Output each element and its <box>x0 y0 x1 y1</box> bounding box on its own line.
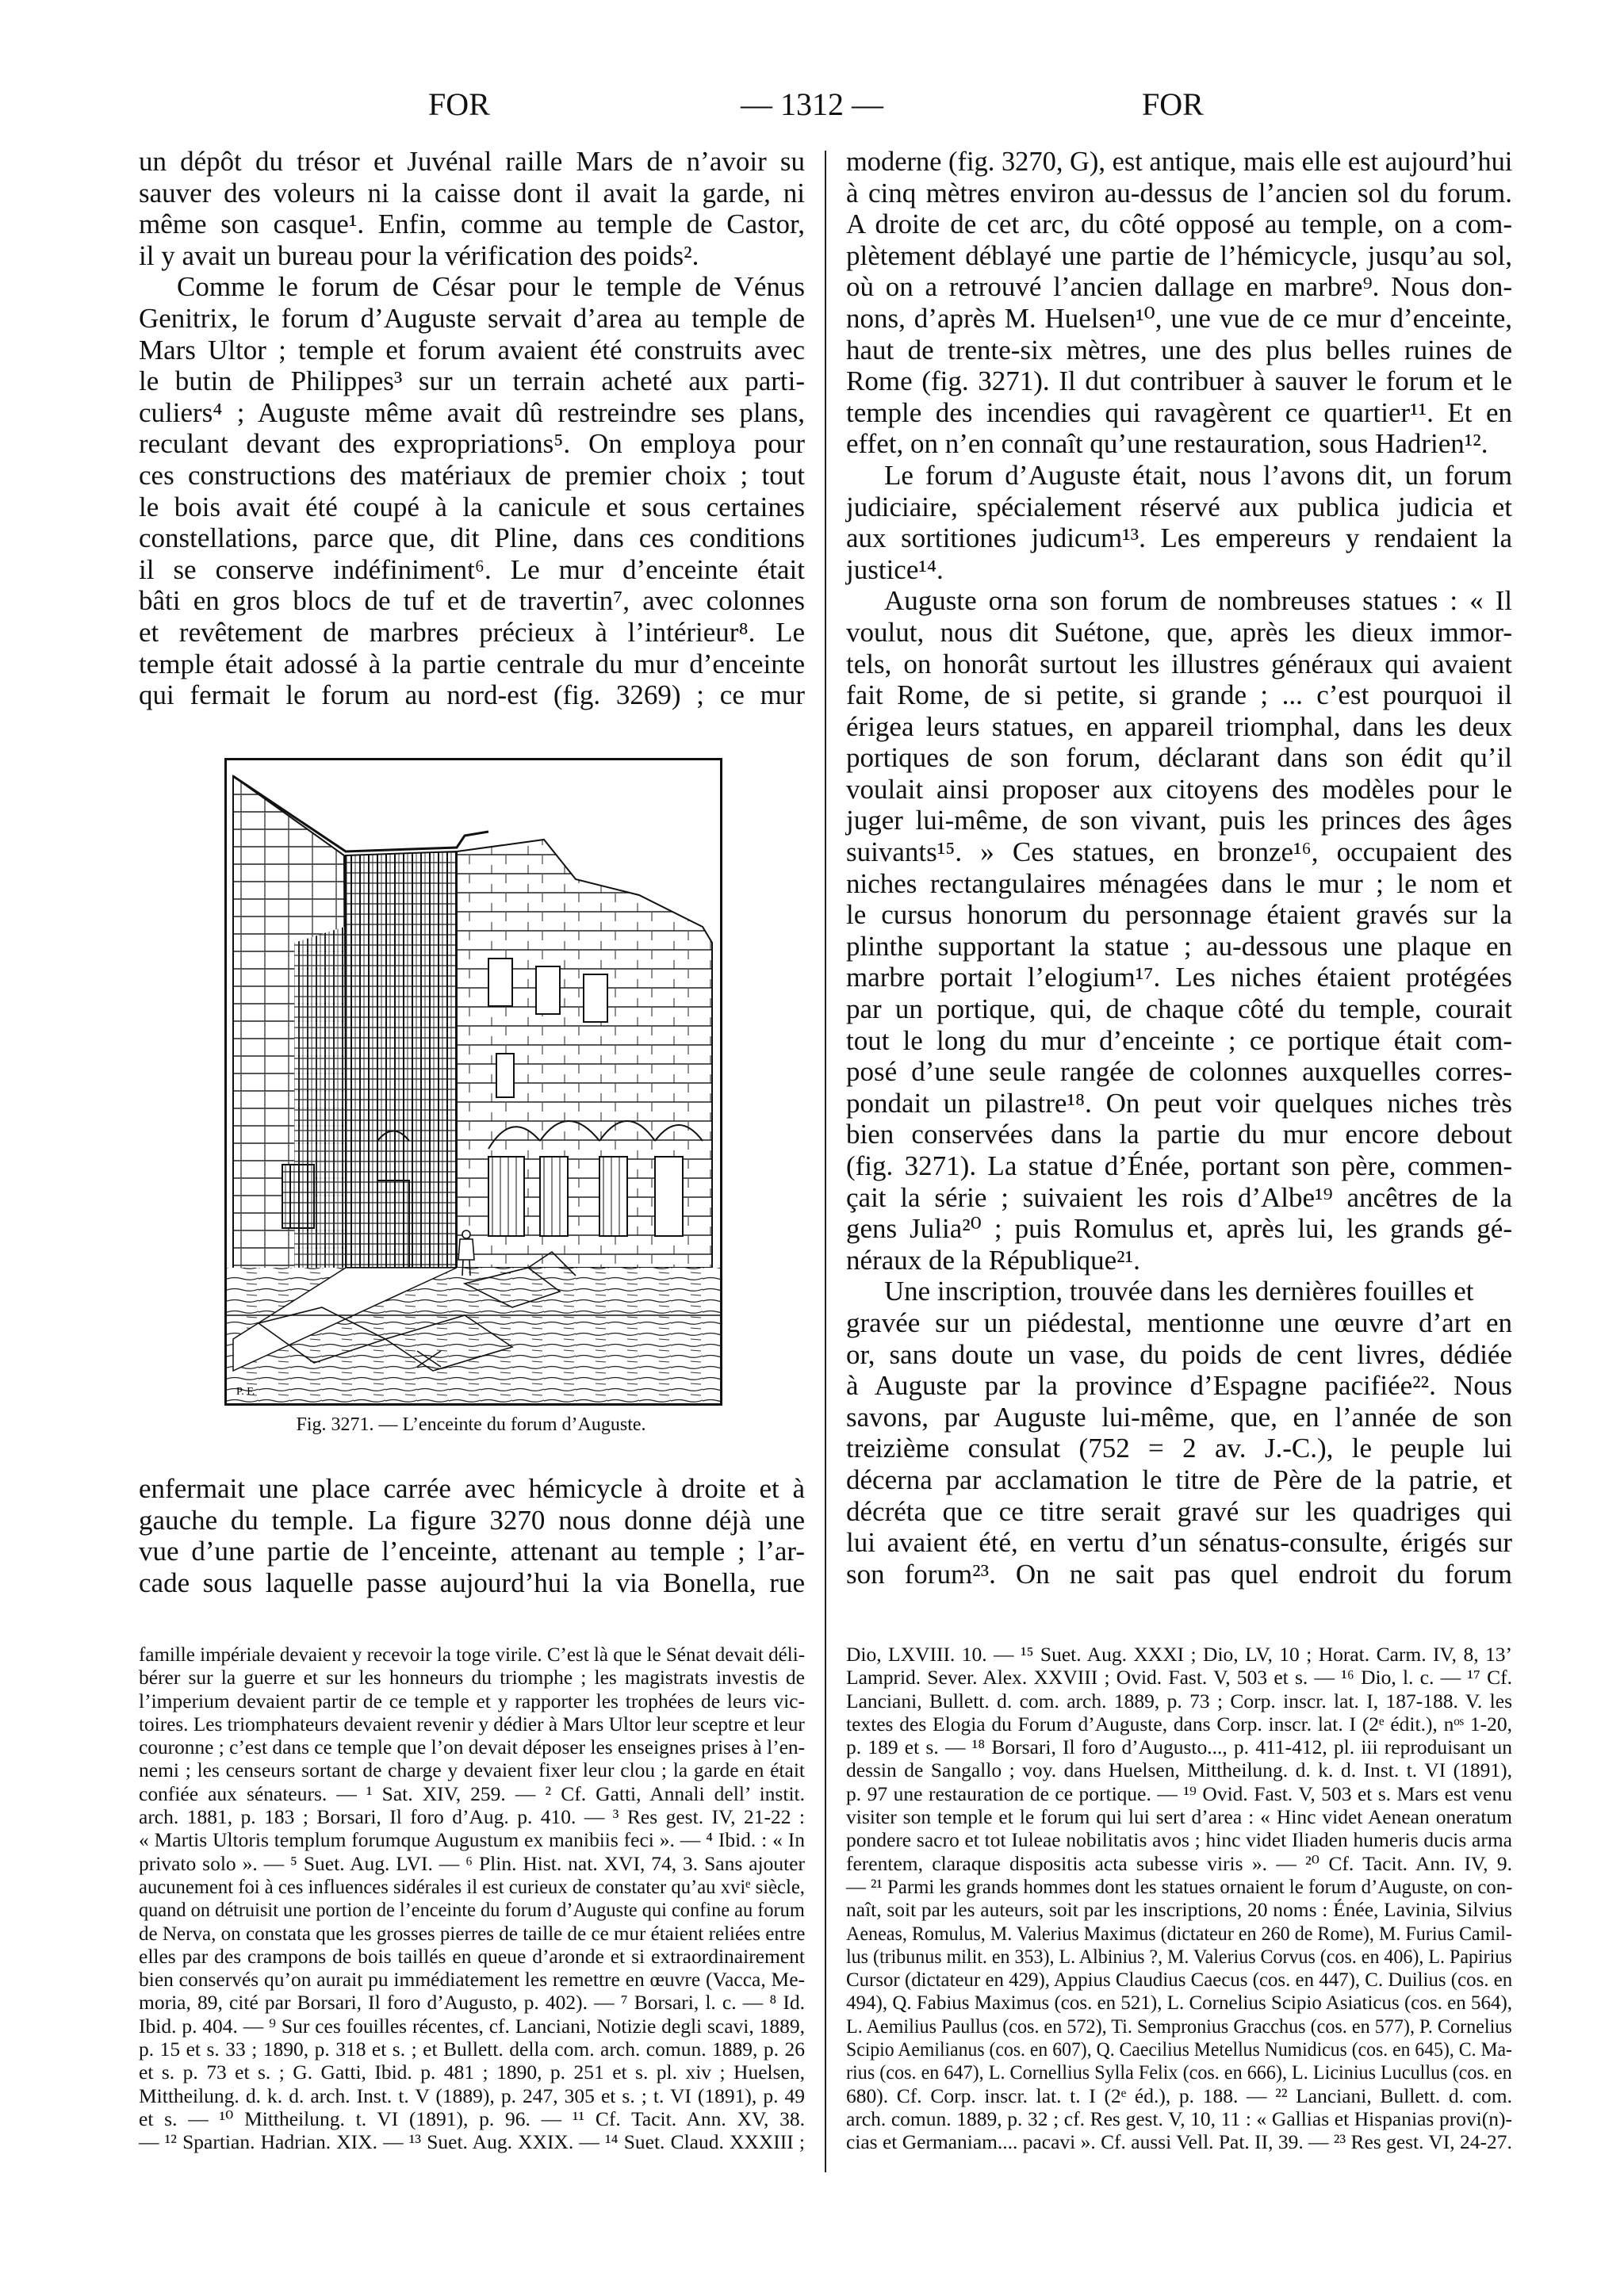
footnote-line: ferentem, claraque dispositis acta subesse viris ». — ²⁰ Cf. Tacit. Ann. IV, 9. <box>846 1851 1512 1875</box>
text-line: çait la série ; suivaient les rois d’Albe¹⁹ ancêtres de la <box>846 1181 1512 1213</box>
figure-caption: Fig. 3271. — L’enceinte du forum d’Auguste. <box>296 1414 646 1435</box>
text-line: à cinq mètres environ au-dessus de l’ancien sol du forum. <box>846 177 1512 209</box>
text-line: temple des incendies qui ravagèrent ce quartier¹¹. Et en <box>846 396 1512 428</box>
footnote-line: — ¹² Spartian. Hadrian. XIX. — ¹³ Suet. Aug. XXIX. — ¹⁴ Suet. Claud. XXXIII ; <box>139 2130 805 2154</box>
text-line: vue d’une partie de l’enceinte, attenant au temple ; l’ar- <box>139 1536 805 1567</box>
text-line: Mars Ultor ; temple et forum avaient été construits avec <box>139 334 805 365</box>
text-line: décréta que ce titre serait gravé sur les quadriges qui <box>846 1495 1512 1527</box>
text-line: justice¹⁴. <box>846 553 944 585</box>
text-line: plinthe supportant la statue ; au-dessous une plaque en <box>846 930 1512 962</box>
footnote-line: privato solo ». — ⁵ Suet. Aug. LVI. — ⁶ Plin. Hist. nat. XVI, 74, 3. Sans ajouter <box>139 1851 805 1875</box>
text-line: le butin de Philippes³ sur un terrain acheté aux parti- <box>139 365 805 397</box>
text-line: par un portique, qui, de chaque côté du temple, courait <box>846 993 1512 1025</box>
text-line: et revêtement de marbres précieux à l’intérieur⁸. Le <box>139 616 805 648</box>
text-line: gens Julia²⁰ ; puis Romulus et, après lui, les grands gé- <box>846 1213 1512 1245</box>
text-line: le bois avait été coupé à la canicule et sous certaines <box>139 491 805 522</box>
text-line: effet, on n’en connaît qu’une restauration, sous Hadrien¹². <box>846 428 1488 460</box>
footnote-line: 680). Cf. Corp. inscr. lat. t. I (2ᵉ éd.), p. 188. — ²² Lanciani, Bullett. d. com. <box>846 2084 1512 2107</box>
text-line: reculant devant des expropriations⁵. On employa pour <box>139 428 805 460</box>
right-column-footnotes <box>846 1643 1512 2154</box>
text-line: gravée sur un piédestal, mentionne une œuvre d’art en <box>846 1307 1512 1338</box>
text-line: à Auguste par la province d’Espagne pacifiée²². Nous <box>846 1370 1512 1402</box>
text-line: juger lui-même, de son vivant, puis les princes des âges <box>846 805 1512 836</box>
text-line: constellations, parce que, dit Pline, dans ces conditions <box>139 522 805 554</box>
text-line: culiers⁴ ; Auguste même avait dû restreindre ses plans, <box>139 396 805 428</box>
footnote-line: Aeneas, Romulus, M. Valerius Maximus (dictateur en 260 de Rome), M. Furius Camil- <box>846 1921 1512 1945</box>
running-head-left: FOR <box>428 86 490 122</box>
footnote-line: — ²¹ Parmi les grands hommes dont les statues ornaient le forum d’Auguste, on con- <box>846 1874 1513 1898</box>
footnote-line: Ibid. p. 404. — ⁹ Sur ces fouilles récentes, cf. Lanciani, Notizie degli scavi, 1889, <box>139 2014 805 2038</box>
text-line: Auguste orna son forum de nombreuses statues : « Il <box>884 585 1512 617</box>
text-line: (fig. 3271). La statue d’Énée, portant son père, commen- <box>846 1150 1512 1181</box>
text-line: où on a retrouvé l’ancien dallage en marbre⁹. Nous don- <box>846 271 1512 303</box>
text-line: lui avaient été, en vertu d’un sénatus-consulte, érigés sur <box>846 1527 1512 1559</box>
footnote-line: Mittheilung. d. k. d. arch. Inst. t. V (1889), p. 247, 305 et s. ; t. VI (1891), p. 49 <box>139 2084 805 2107</box>
footnote-line: moria, 89, cité par Borsari, Il foro d’Augusto, p. 402). — ⁷ Borsari, l. c. — ⁸ Id. <box>139 1991 805 2015</box>
footnote-line: textes des Elogia du Forum d’Auguste, dans Corp. inscr. lat. I (2ᵉ édit.), nᵒˢ 1-20, <box>846 1712 1512 1735</box>
footnote-line: de Nerva, on constata que les grosses pierres de taille de ce mur étaient reliées entre <box>139 1921 806 1945</box>
text-line: aux sortitiones judicum¹³. Les empereurs y rendaient la <box>846 522 1512 554</box>
text-line: nons, d’après M. Huelsen¹⁰, une vue de ce mur d’enceinte, <box>846 302 1512 334</box>
footnote-line: et s. — ¹⁰ Mittheilung. t. VI (1891), p. 96. — ¹¹ Cf. Tacit. Ann. XV, 38. <box>139 2107 805 2130</box>
footnote-line: quand on détruisit une portion de l’enceinte du forum d’Auguste qui confine au forum <box>139 1898 805 1922</box>
footnote-line: aucunement foi à ces influences sidérales il est curieux de constater qu’au xviᵉ siècle, <box>139 1874 805 1898</box>
column-divider <box>825 151 826 2172</box>
text-line: plètement déblayé une partie de l’hémicycle, jusqu’au sol, <box>846 239 1512 271</box>
text-line: posé d’une seule rangée de colonnes auxquelles corres- <box>846 1056 1512 1088</box>
text-line: le cursus honorum du personnage étaient gravés sur la <box>846 899 1512 931</box>
text-line: il se conserve indéfiniment⁶. Le mur d’enceinte était <box>139 553 805 585</box>
left-column-bottom-text <box>139 1473 805 1598</box>
left-column-footnotes <box>139 1643 805 2154</box>
footnote-line: p. 15 et s. 33 ; 1890, p. 318 et s. ; et Bullett. della com. arch. comun. 1889, p. 26 <box>139 2038 805 2061</box>
text-line: cade sous laquelle passe aujourd’hui la via Bonella, rue <box>139 1567 805 1598</box>
text-line: temple était adossé à la partie centrale du mur d’enceinte <box>139 648 805 679</box>
text-line: tels, on honorât surtout les illustres généraux qui avaient <box>846 648 1512 679</box>
footnote-line: et s. p. 73 et s. ; G. Gatti, Ibid. p. 481 ; 1890, p. 251 et s. pl. xiv ; Huelsen, <box>139 2061 805 2084</box>
footnote-line: bérer sur la guerre et sur les honneurs du triomphe ; les magistrats investis de <box>139 1666 805 1689</box>
text-line: niches rectangulaires ménagées dans le mur ; le nom et <box>846 867 1512 899</box>
footnote-line: Scipio Aemilianus (cos. en 607), Q. Caecilius Metellus Numidicus (cos. en 645), C. Ma- <box>846 2038 1512 2061</box>
text-line: bien conservées dans la partie du mur encore debout <box>846 1119 1512 1150</box>
text-line: son forum²³. On ne sait pas quel endroit du forum <box>846 1558 1512 1590</box>
text-line: même son casque¹. Enfin, comme au temple de Castor, <box>139 209 805 240</box>
text-line: enfermait une place carrée avec hémicycle à droite et à <box>139 1473 805 1504</box>
text-line: suivants¹⁵. » Ces statues, en bronze¹⁶, occupaient des <box>846 836 1512 868</box>
text-line: qui fermait le forum au nord-est (fig. 3269) ; ce mur <box>139 679 805 711</box>
text-line: sauver des voleurs ni la caisse dont il avait la garde, ni <box>139 177 805 209</box>
footnote-line: dessin de Sangallo ; voy. dans Huelsen, Mittheilung. d. k. d. Inst. t. VI (1891), <box>846 1758 1512 1782</box>
text-line: voulait ainsi proposer aux citoyens des modèles pour le <box>846 773 1512 805</box>
footnote-line: elles par des crampons de bois taillés en queue d’aronde et si extraordinairement <box>139 1944 805 1968</box>
text-line: pondait un pilastre¹⁸. On peut voir quelques niches très <box>846 1087 1512 1119</box>
footnote-line: « Martis Ultoris templum forumque Augustum ex manibiis feci ». — ⁴ Ibid. : « In <box>139 1828 805 1852</box>
text-line: Genitrix, le forum d’Auguste servait d’area au temple de <box>139 302 805 334</box>
right-column-text <box>846 146 1512 1590</box>
footnote-line: Lanciani, Bullett. d. com. arch. 1889, p. 73 ; Corp. inscr. lat. I, 187-188. V. les <box>846 1689 1512 1712</box>
footnote-line: visiter son temple et le forum qui lui sert d’area : « Hinc videt Aenean oneratum <box>846 1805 1512 1829</box>
footnote-line: Lamprid. Sever. Alex. XXVIII ; Ovid. Fast. V, 503 et s. — ¹⁶ Dio, l. c. — ¹⁷ Cf. <box>846 1666 1512 1689</box>
footnote-line: 494), Q. Fabius Maximus (cos. en 521), L. Cornelius Scipio Asiaticus (cos. en 564), <box>846 1991 1513 2015</box>
text-line: il y avait un bureau pour la vérification des poids². <box>139 239 699 271</box>
text-line: fait Rome, de si petite, si grande ; ... c’est pourquoi il <box>846 679 1512 711</box>
text-line: voulut, nous dit Suétone, que, après les dieux immor- <box>846 616 1512 648</box>
text-line: or, sans doute un vase, du poids de cent livres, dédiée <box>846 1338 1512 1370</box>
text-line: Le forum d’Auguste était, nous l’avons dit, un forum <box>884 459 1512 491</box>
footnote-line: toires. Les triomphateurs devaient revenir y dédier à Mars Ultor leur sceptre et leur <box>139 1712 805 1735</box>
text-line: judiciaire, spécialement réservé aux publica judicia et <box>846 491 1512 522</box>
text-line: A droite de cet arc, du côté opposé au temple, on a com- <box>846 209 1512 240</box>
footnote-line: arch. comun. 1889, p. 32 ; cf. Res gest. V, 10, 11 : « Gallias et Hispanias provi(n)- <box>846 2107 1512 2130</box>
footnote-line: famille impériale devaient y recevoir la toge virile. C’est là que le Sénat devait déli- <box>139 1643 806 1666</box>
footnote-line: couronne ; c’est dans ce temple que l’on devait déposer les enseignes prises à l’en- <box>139 1735 806 1759</box>
text-line: bâti en gros blocs de tuf et de travertin⁷, avec colonnes <box>139 585 805 617</box>
footnote-line: rius (cos. en 647), L. Cornellius Sylla Felix (cos. en 666), L. Licinius Lucullus (cos. en <box>846 2061 1512 2084</box>
left-column-top-text <box>139 146 805 711</box>
text-line: savons, par Auguste lui-même, que, en l’année de son <box>846 1401 1512 1433</box>
text-line: treizième consulat (752 = 2 av. J.-C.), le peuple lui <box>846 1433 1512 1464</box>
text-line: néraux de la République²¹. <box>846 1244 1140 1276</box>
footnote-line: bien conservés qu’on aurait pu immédiatement les remettre en œuvre (Vacca, Me- <box>139 1968 805 1992</box>
figure-engraving-forum-enclosure <box>224 758 722 1406</box>
engraving-illustration <box>227 760 720 1403</box>
text-line: haut de trente-six mètres, une des plus belles ruines de <box>846 334 1512 365</box>
footnote-line: arch. 1881, p. 183 ; Borsari, Il foro d’Aug. p. 410. — ³ Res gest. IV, 21-22 : <box>139 1805 805 1829</box>
running-head-right: FOR <box>1142 86 1204 122</box>
footnote-line: pondere sacro et tot Iuleae nobilitatis avos ; hinc videt Iliaden humeris ducis arma <box>846 1828 1512 1852</box>
text-line: Comme le forum de César pour le temple de Vénus <box>177 271 805 303</box>
footnote-line: lus (tribunus milit. en 353), L. Albinius ?, M. Valerius Corvus (cos. en 406), L. Papirius <box>846 1944 1512 1968</box>
text-line: un dépôt du trésor et Juvénal raille Mars de n’avoir su <box>139 146 805 177</box>
footnote-line: confiée aux sénateurs. — ¹ Sat. XIV, 259. — ² Cf. Gatti, Annali dell’ instit. <box>139 1781 805 1805</box>
footnote-line: nemi ; les censeurs sortant de charge y devaient fixer leur clou ; la garde en était <box>139 1758 805 1782</box>
text-line: décerna par acclamation le titre de Père de la patrie, et <box>846 1464 1512 1495</box>
artist-signature: P. F. <box>236 1386 255 1398</box>
page-number: — 1312 — <box>741 86 883 122</box>
footnote-line: p. 189 et s. — ¹⁸ Borsari, Il foro d’Augusto..., p. 411-412, pl. iii reproduisant un <box>846 1735 1512 1759</box>
footnote-line: Dio, LXVIII. 10. — ¹⁵ Suet. Aug. XXXI ; Dio, LV, 10 ; Horat. Carm. IV, 8, 13’ <box>846 1643 1512 1666</box>
footnote-line: L. Aemilius Paullus (cos. en 572), Ti. Sempronius Gracchus (cos. en 577), P. Cornelius <box>846 2014 1512 2038</box>
text-line: moderne (fig. 3270, G), est antique, mais elle est aujourd’hui <box>846 146 1513 177</box>
footnote-line: l’imperium devaient partir de ce temple et y rapporter les trophées de leurs vic- <box>139 1689 805 1712</box>
footnote-line: cias et Germaniam.... pacavi ». Cf. aussi Vell. Pat. II, 39. — ²³ Res gest. VI, 24-27. <box>846 2130 1512 2154</box>
text-line: Une inscription, trouvée dans les dernières fouilles et <box>883 1276 1474 1307</box>
text-line: érigea leurs statues, en appareil triomphal, dans les deux <box>846 710 1512 742</box>
footnote-line: naît, soit par les auteurs, soit par les inscriptions, 20 noms : Énée, Lavinia, Silvius <box>846 1898 1512 1922</box>
text-line: Rome (fig. 3271). Il dut contribuer à sauver le forum et le <box>846 365 1512 397</box>
footnote-line: p. 97 une restauration de ce portique. — ¹⁹ Ovid. Fast. V, 503 et s. Mars est venu <box>846 1781 1512 1805</box>
text-line: portiques de son forum, déclarant dans son édit qu’il <box>846 742 1512 774</box>
text-line: tout le long du mur d’enceinte ; ce portique était com- <box>846 1024 1512 1056</box>
text-line: marbre portait l’elogium¹⁷. Les niches étaient protégées <box>846 962 1512 993</box>
text-line: gauche du temple. La figure 3270 nous donne déjà une <box>139 1504 805 1536</box>
text-line: ces constructions des matériaux de premier choix ; tout <box>139 459 805 491</box>
footnote-line: Cursor (dictateur en 429), Appius Claudius Caecus (cos. en 447), C. Duilius (cos. en <box>846 1968 1513 1992</box>
